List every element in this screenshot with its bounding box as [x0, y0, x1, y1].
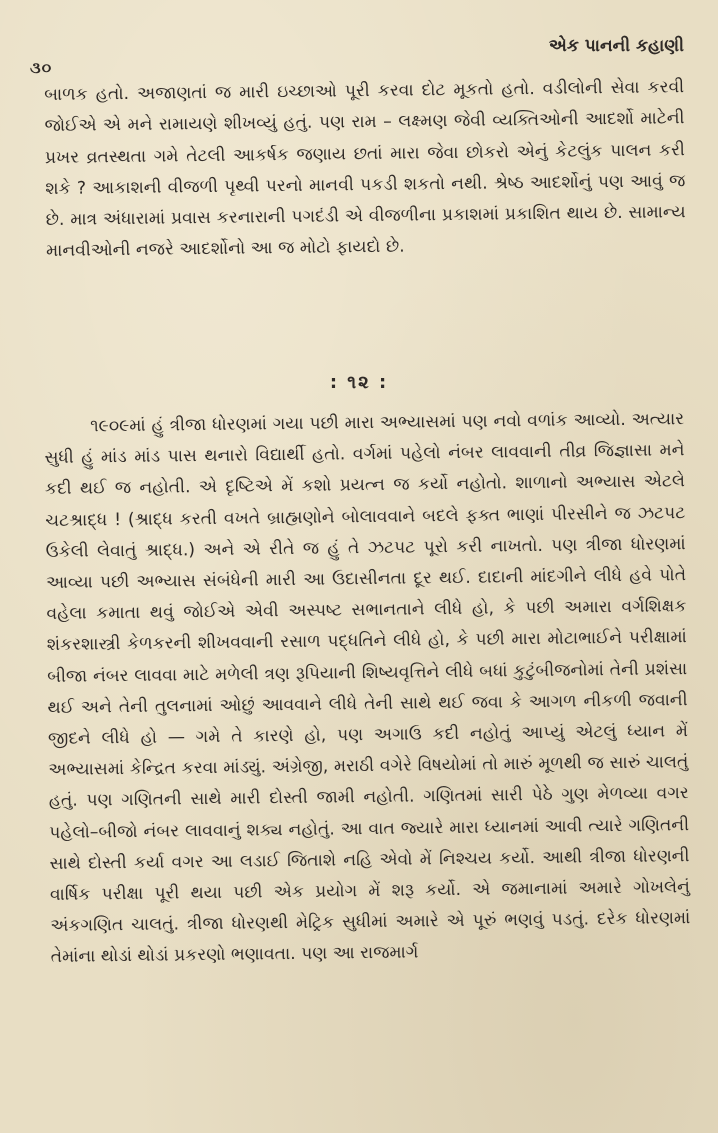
- chapter-section-number: : ૧૨ :: [329, 372, 389, 393]
- page-number: ૩૦: [30, 58, 53, 77]
- paragraph-section-12: ૧૯૦૯માં હું ત્રીજા ધોરણમાં ગયા પછી મારા અભ્યાસમાં પણ નવો વળાંક આવ્યો. અત્યાર સુધી હું માંડ માંડ પાસ થનારો વિદ્યાર્થી હતો. વર્ગમાં પહેલો નંબર લાવવાની તીવ્ર જિજ્ઞાસા મને કદી થઈ જ નહોતી. એ દૃષ્ટિએ મેં કશો પ્રયત્ન જ કર્યો નહોતો. શાળાનો અભ્યાસ એટલે ચટશ્રાદ્ધ ! (શ્રાદ્ધ કરતી વખતે બ્રાહ્મણોને બોલાવવાને બદલે ફક્ત ભાણાં પીરસીને જ ઝટપટ ઉકેલી લેવાતું શ્રાદ્ધ.) અને એ રીતે જ હું તે ઝટપટ પૂરો કરી નાખતો. પણ ત્રીજા ધોરણમાં આવ્યા પછી અભ્યાસ સંબંધેની મારી આ ઉદાસીનતા દૂર થઈ. દાદાની માંદગીને લીધે હવે પોતે વહેલા કમાતા થવું જોઈએ એવી અસ્પષ્ટ સભાનતાને લીધે હો, કે પછી અમારા વર્ગશિક્ષક શંકરશાસ્ત્રી કેળકરની શીખવવાની રસાળ પદ્ધતિને લીધે હો, કે પછી મારા મોટાભાઈને પરીક્ષામાં બીજા નંબર લાવવા માટે મળેલી ત્રણ રૂપિયાની શિષ્યવૃત્તિને લીધે બધાં કુટુંબીજનોમાં તેની પ્રશંસા થઈ અને તેની તુલનામાં ઓછું આવવાને લીધે તેની સાથે થઈ જવા કે આગળ નીકળી જવાની જીદને લીધે હો — ગમે તે કારણે હો, પણ અગાઉ કદી નહોતું આપ્યું એટલું ધ્યાન મેં અભ્યાસમાં કેન્દ્રિત કરવા માંડ્યું. અંગ્રેજી, મરાઠી વગેરે વિષયોમાં તો મારું મૂળથી જ સારું ચાલતું હતું. પણ ગણિતની સાથે મારી દોસ્તી જામી નહોતી. ગણિતમાં સારી પેઠે ગુણ મેળવ્યા વગર પહેલો–બીજો નંબર લાવવાનું શક્ય નહોતું. આ વાત જ્યારે મારા ધ્યાનમાં આવી ત્યારે ગણિતની સાથે દોસ્તી કર્યા વગર આ લડાઈ જિતાશે નહિ એવો મેં નિશ્ચય કર્યો. આથી ત્રીજા ધોરણની વાર્ષિક પરીક્ષા પૂરી થયા પછી એક પ્રયોગ મેં શરૂ કર્યો. એ જમાનામાં અમારે ગોખલેનું અંકગણિત ચાલતું. ત્રીજા ધોરણથી મેટ્રિક સુધીમાં અમારે એ પૂરું ભણવું પડતું. દરેક ધોરણમાં તેમાંના થોડાં થોડાં પ્રકરણો ભણાવતા. પણ આ રાજમાર્ગ: [44, 409, 691, 968]
- running-head-title: એક પાનની કહાણી: [548, 36, 684, 56]
- paragraph-continuation: બાળક હતો. અજાણતાં જ મારી ઇચ્છાઓ પૂરી કરવા દોટ મૂકતો હતો. વડીલોની સેવા કરવી જોઈએ એ મને રામાયણે શીખવ્યું હતું. પણ રામ – લક્ષ્મણ જેવી વ્યક્તિઓની આદર્શો માટેની પ્રખર વ્રતસ્થતા ગમે તેટલી આકર્ષક જણાય છતાં મારા જેવા છોકરો એનું કેટલુંક પાલન કરી શકે ? આકાશની વીજળી પૃથ્વી પરનો માનવી પકડી શકતો નથી. શ્રેષ્ઠ આદર્શોનું પણ આવું જ છે. માત્ર અંધારામાં પ્રવાસ કરનારાની પગદંડી એ વીજળીના પ્રકાશમાં પ્રકાશિત થાય છે. સામાન્ય માનવીઓની નજરે આદર્શોનો આ જ મોટો ફાયદો છે.: [44, 77, 686, 262]
